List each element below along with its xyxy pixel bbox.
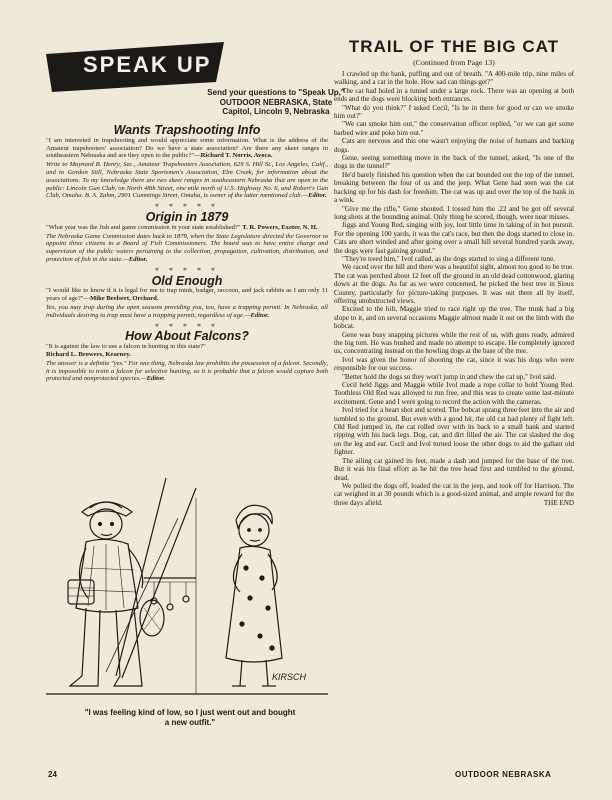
speak-up-banner — [46, 42, 224, 92]
question-text: "What year was the fish and game commission in your state established?" — [46, 223, 241, 231]
cartoon-caption — [52, 708, 328, 728]
story-paragraph: "They're treed him," Ivol called, as the dogs started to sing a different tune. — [342, 254, 555, 263]
question-asker: Richard T. Norris, Avoca. — [200, 152, 273, 160]
story-paragraph: Ivol was given the honor of shooting the cat, since it was his dogs who were responsible for our success. — [334, 355, 574, 373]
send-line-3: Capitol, Lincoln 9, Nebraska — [222, 107, 330, 116]
story-paragraph: We raced over the hill and there was a beautiful sight, almost too good to be true. The cat was perched about 12 feet off the ground in an old dead cottonwood, glaring down at the dogs. As far as we were concerned, he picked the best tree in Sioux County, particularly for picture-taking purposes. It was out there all by itself, offering unobstructed views. — [334, 263, 574, 305]
story-paragraph: "Give me the rifle," Gene shouted. I tossed him the .22 and he got off several long shots at the bounding animal. Only thing he scored, though, were near misses. — [334, 204, 574, 221]
question-text: "I would like to know if it is legal for me to trap mink, badger, raccoon, and jack rabbits as I am only 11 years of age?"— — [46, 287, 328, 303]
story-paragraph: Cecil held Jiggs and Maggie while Ivol made a rope collar to hold Young Red. Toothless Old Red was allowed to run free, and this was to create some last-minute excitement. Gene and I were going to record the action with the cameras. — [334, 381, 574, 406]
story-paragraph: Ivol tried for a heart shot and scored. The bobcat sprang three feet into the air and tumbled to the ground. But even with a good hit, the old cat had plenty of fight left. Old Red jumped in, the cat rolled over with its back to a small bank and started ripping with his back legs. Dog, cat, and dirt filled the air. The cat slashed the dog on the leg and ear. Cecil and Ivol turned loose the other dogs to aid the gallant old fighter. — [334, 406, 574, 457]
story-paragraph: He'd barely finished his question when the cat bounded out the top of the tunnel, breaking between the four of us and the jeep. What Gene had seen was the cat backing up for his dash for freedom. The cat was up and over the top of the bank in a wink. — [334, 170, 574, 205]
story-paragraph: Cats are nervous and this one wasn't enjoying the noise of humans and barking dogs. — [334, 137, 574, 154]
question-asker: Mike Beelsert, Orchard. — [90, 295, 159, 303]
story-paragraph: Excited to the hilt, Maggie tried to race right up the tree. The trunk had a big slope to it, and on several occasions Maggie almost made it out on the limb with the bobcat. — [334, 305, 574, 331]
cartoon-signature: KIRSCH — [272, 672, 307, 682]
banner-title: SPEAK UP — [83, 52, 212, 77]
the-end-mark: THE END — [543, 498, 574, 507]
qa-answer — [46, 304, 328, 320]
qa-heading: Wants Trapshooting Info — [113, 123, 261, 137]
story-paragraph: I crawled up the bank, puffing and out of breath. "A 400-mile trip, nine miles of walking, and a cat in the hole. How sad can things get?" — [334, 70, 574, 87]
divider-stars: * * * * * — [155, 265, 219, 275]
question-asker: Richard L. Browers, Kearney. — [46, 350, 131, 358]
qa-question — [46, 343, 328, 359]
answer-text: Write to Maynard B. Henry, Sec., Amateur Trapshooters Association, 629 S. Hill St., Los Angeles, Calif., and to Gordon Still, Nebraska State Sportsmen's Association, Elm Creek, for information about the associations. To my knowledge there are two skeet ranges in southeastern Nebraska that are open to the public: Lincoln Gun Club, on North 48th Street, one mile north of U.S. Highway No. 6, and Robert's Gun Club, Omaha. B. A. Zahm, 2901 Cummings Street, Omaha, is owner of the latter mentioned club.— — [46, 161, 328, 200]
answer-editor: Editor. — [128, 255, 148, 263]
story-title: TRAIL OF THE BIG CAT — [348, 37, 560, 56]
answer-text: The Nebraska Game Commission dates back to 1879, when the State Legislature directed the Governor to appoint three citizens to a Board of Fish Commissioners. The board was to have entire charge and supervision of the public waters pertaining to the collection, propagation, cultivation, distribution, and protection of fish in the state.— — [46, 232, 328, 263]
qa-section — [46, 124, 328, 384]
story-paragraph: "Better hold the dogs so they won't jump in and chew the cat up," Ivol said. — [342, 372, 557, 381]
caption-line-1: "I was feeling kind of low, so I just went out and bought — [84, 708, 296, 717]
answer-text: Yes, you may trap during the open seasons providing you, too, have a trapping permit. In Nebraska, all individuals desiring to trap must have a trapping permit, regardless of age.— — [46, 303, 328, 319]
story-paragraph: "What do you think?" I asked Cecil, "Is he in there for good or can we smoke him out?" — [334, 103, 574, 121]
answer-editor: Editor. — [250, 311, 269, 319]
caption-line-2: a new outfit." — [164, 718, 216, 727]
question-text: "I am interested in trapshooting and would appreciate some information. What is the address of the Amateur trapshooters' association? Do we have a state association? Are there any skeet ranges in southeastern Nebraska and are they open to the public?"— — [46, 136, 328, 160]
story-paragraph: The cat had holed in a tunnel under a large rock. There was an opening at both ends and the dogs were blocking both entrances. — [334, 86, 574, 104]
qa-question — [46, 287, 328, 303]
qa-answer — [46, 161, 328, 200]
story-paragraph: Gene, seeing something move in the back of the tunnel, asked, "Is one of the dogs in the tunnel?" — [334, 154, 574, 171]
story-paragraph: Jiggs and Young Red, singing with joy, lost little time in taking of in hot pursuit. For the opening 100 yards, it was the cat's race, but then the dogs started to close in. Cats are short winded and after going over a small hill several hundred yards away, the dogs were fast gaining ground." — [334, 221, 574, 255]
qa-answer — [46, 233, 328, 264]
story-paragraph: "We can smoke him out," the conservation officer replied, "or we can get some barbed wire and poke him out." — [334, 120, 574, 137]
send-line-2: OUTDOOR NEBRASKA, State — [219, 97, 333, 107]
qa-answer — [46, 360, 328, 383]
answer-editor: Editor. — [308, 192, 327, 200]
story-paragraph: The ailing cat gained its feet, made a dash and jumped for the base of the tree. But it was his final effort as he hit the tree head first and tumbled to the ground, dead. — [334, 456, 574, 482]
qa-question — [46, 137, 328, 160]
qa-heading: Old Enough — [151, 273, 223, 288]
qa-heading: How About Falcons? — [125, 329, 249, 344]
continued-note: (Continued from Page 13) — [413, 58, 495, 67]
cartoon-illustration — [46, 458, 328, 706]
magazine-name: OUTDOOR NEBRASKA — [455, 770, 552, 779]
last-paragraph-text: We pulled the dogs off, loaded the cat in the jeep, and took off for Harrison. The cat weighed in at 30 pounds which is a good-sized animal, and ample reward for the three days afield. — [334, 481, 574, 507]
answer-text: The answer is a definite "yes." For one thing, Nebraska law prohibits the possession of a falcon. Secondly, it is impossible to train a falcon for selective hunting, so it is probable that a falcon would capture both protected and nonprotected species.— — [46, 359, 328, 383]
story-paragraph: Gene was busy snapping pictures while the rest of us, with guns ready, admired the big tom. He was bushed and made no attempt to escape. He completely ignored us, concentrating instead on the howling dogs at the base of the tree. — [334, 330, 574, 356]
story-column — [334, 18, 574, 507]
question-asker: T. R. Powers, Exeter, N. H. — [242, 223, 318, 231]
answer-editor: Editor. — [146, 375, 166, 383]
divider-stars: * * * * * — [155, 202, 219, 212]
send-line-1: Send your questions to "Speak Up," — [207, 88, 345, 97]
page-number: 24 — [48, 770, 57, 779]
qa-question — [46, 224, 328, 232]
story-body — [334, 70, 574, 507]
question-text: "It is against the law to use a falcon in hunting in this state?" — [46, 343, 206, 351]
story-paragraph-last — [334, 482, 574, 507]
divider-stars: * * * * * — [155, 321, 219, 331]
qa-heading: Origin in 1879 — [145, 209, 229, 224]
